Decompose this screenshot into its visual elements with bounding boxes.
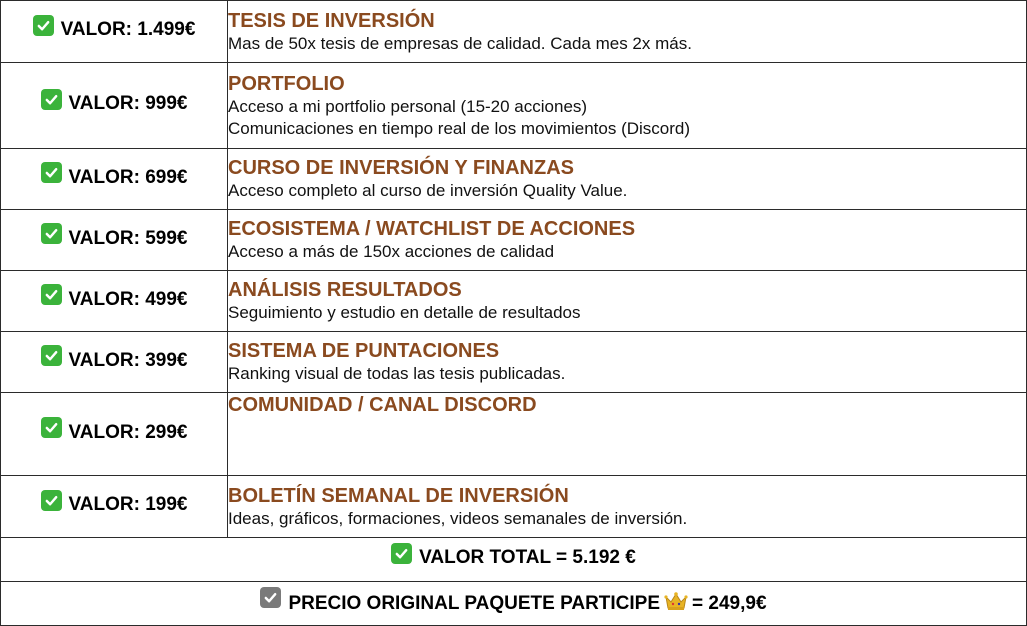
- feature-title: SISTEMA DE PUNTACIONES: [228, 340, 500, 362]
- description-cell: [228, 210, 1027, 271]
- feature-title: CURSO DE INVERSIÓN Y FINANZAS: [228, 157, 574, 179]
- offer-row: [1, 393, 1027, 476]
- value-cell: [1, 63, 228, 149]
- feature-description: Comunicaciones en tiempo real de los movimientos (Discord): [228, 118, 691, 138]
- offer-row: [1, 476, 1027, 538]
- offer-row: [1, 1, 1027, 63]
- price-value: = 249,9€: [692, 592, 767, 614]
- feature-description: Acceso a mi portfolio personal (15-20 acciones): [228, 96, 588, 116]
- price-label: PRECIO ORIGINAL PAQUETE PARTICIPE: [288, 592, 661, 614]
- feature-title: BOLETÍN SEMANAL DE INVERSIÓN: [228, 484, 569, 507]
- feature-description: Mas de 50x tesis de empresas de calidad. Cada mes 2x más.: [228, 33, 692, 53]
- value-label: VALOR: 599€: [68, 227, 188, 249]
- price-cell: [1, 582, 1027, 626]
- description-cell: [228, 63, 1027, 149]
- value-cell: [1, 476, 228, 538]
- value-cell: [1, 332, 228, 393]
- feature-title: TESIS DE INVERSIÓN: [228, 9, 435, 32]
- total-label: VALOR TOTAL = 5.192 €: [419, 547, 636, 569]
- check-mark-button-icon: [41, 417, 62, 438]
- total-row: [1, 538, 1027, 582]
- check-mark-button-icon: [41, 89, 62, 110]
- value-label: VALOR: 499€: [68, 288, 188, 310]
- value-label: VALOR: 199€: [68, 494, 188, 516]
- check-mark-button-icon: [41, 490, 62, 511]
- check-mark-button-icon: [391, 543, 412, 564]
- offer-row: [1, 332, 1027, 393]
- value-label: VALOR: 1.499€: [60, 19, 196, 41]
- description-cell: [228, 332, 1027, 393]
- grey-check-box-icon: [260, 587, 281, 608]
- description-cell: [228, 149, 1027, 210]
- feature-title: ANÁLISIS RESULTADOS: [228, 279, 462, 301]
- feature-description: Acceso completo al curso de inversión Quality Value.: [228, 181, 628, 200]
- feature-description: Ideas, gráficos, formaciones, videos semanales de inversión.: [228, 508, 688, 528]
- description-cell: [228, 393, 1027, 476]
- check-mark-button-icon: [41, 223, 62, 244]
- feature-description: Seguimiento y estudio en detalle de resultados: [228, 303, 581, 322]
- value-cell: [1, 271, 228, 332]
- check-mark-button-icon: [41, 162, 62, 183]
- feature-title: PORTFOLIO: [228, 72, 345, 95]
- offer-row: [1, 210, 1027, 271]
- feature-description: Ranking visual de todas las tesis publicadas.: [228, 364, 566, 383]
- crown-icon: [664, 591, 688, 611]
- description-cell: [228, 1, 1027, 63]
- offer-row: [1, 271, 1027, 332]
- description-cell: [228, 476, 1027, 538]
- value-label: VALOR: 399€: [68, 349, 188, 371]
- description-cell: [228, 271, 1027, 332]
- value-cell: [1, 1, 228, 63]
- check-mark-button-icon: [41, 284, 62, 305]
- check-mark-button-icon: [41, 345, 62, 366]
- value-cell: [1, 149, 228, 210]
- total-cell: [1, 538, 1027, 582]
- feature-title: COMUNIDAD / CANAL DISCORD: [228, 394, 537, 416]
- feature-description: Acceso a más de 150x acciones de calidad: [228, 242, 555, 261]
- value-cell: [1, 210, 228, 271]
- offer-row: [1, 149, 1027, 210]
- value-cell: [1, 393, 228, 476]
- value-label: VALOR: 699€: [68, 166, 188, 188]
- value-label: VALOR: 299€: [68, 421, 188, 443]
- feature-title: ECOSISTEMA / WATCHLIST DE ACCIONES: [228, 218, 636, 240]
- check-mark-button-icon: [33, 15, 54, 36]
- offer-row: [1, 63, 1027, 149]
- price-row: [1, 582, 1027, 626]
- value-label: VALOR: 999€: [68, 93, 188, 115]
